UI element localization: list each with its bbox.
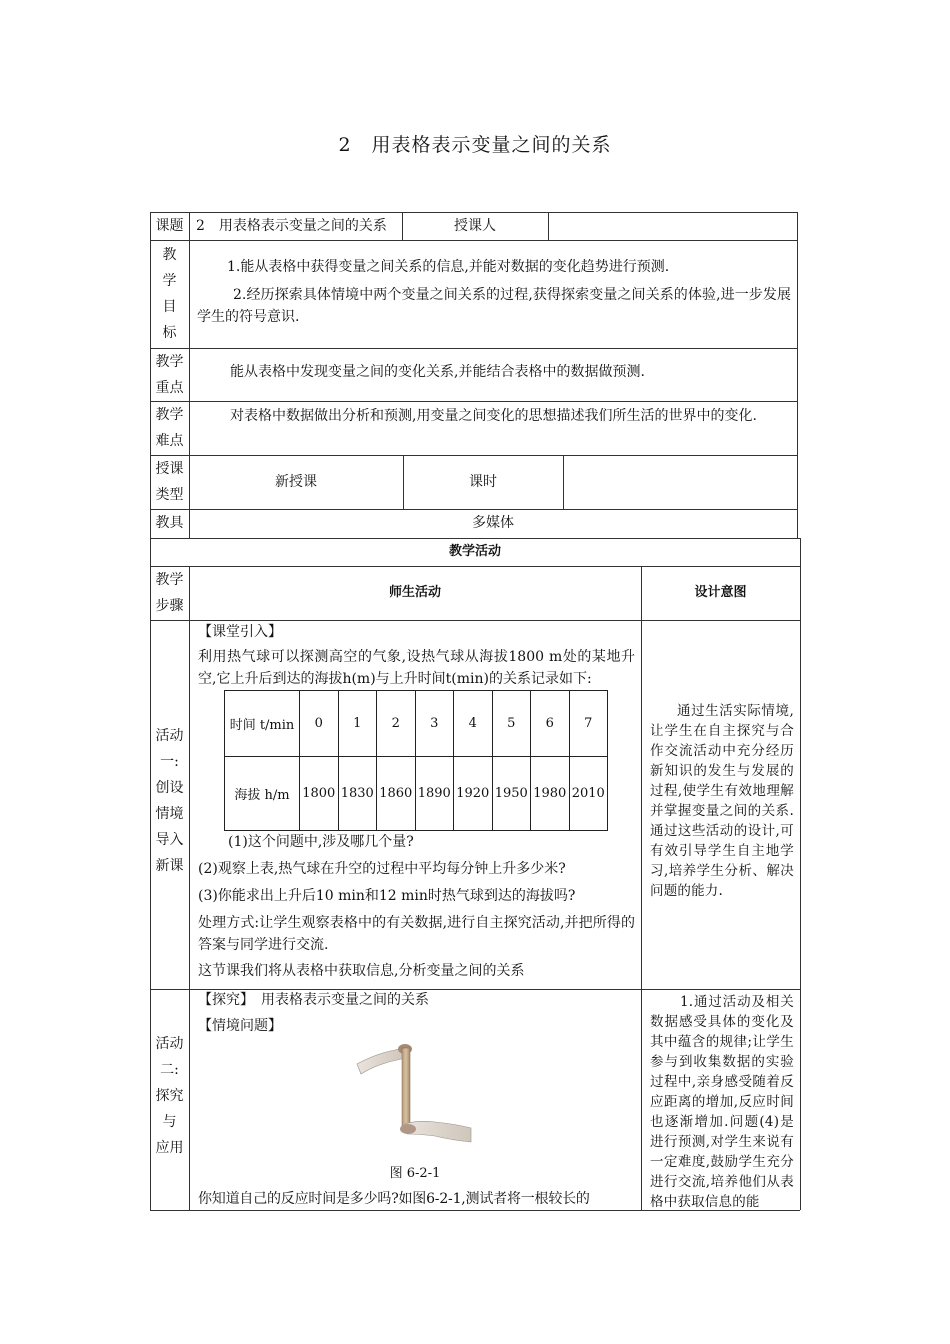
table-cell: 0 xyxy=(300,691,339,757)
activity2-intent: 1.通过活动及相关数据感受具体的变化及其中蕴含的规律;让学生参与到收集数据的实验过程中,亲身感受随着反应距离的增加,反应时间也逐渐增加.问题(4)是进行预测,对学生来说有一定难度,鼓励学生充分进行交流,培养他们从表格中获取信息的能 xyxy=(650,994,794,1209)
activity1-intent: 通过生活实际情境,让学生在自主探究与合作交流活动中充分经历新知识的发生与发展的过程,使学生有效地理解并掌握变量之间的关系.通过这些活动的设计,可有效引导学生自主地学习,培养学生分析、解决问题的能力. xyxy=(650,703,794,899)
course-label: 课题 xyxy=(155,218,184,234)
activity2-label: 活动 二: 探究 与 应用 xyxy=(155,1036,184,1156)
table-cell: 1800 xyxy=(300,757,339,831)
table-cell: 3 xyxy=(415,691,454,757)
activity1-label: 活动 一: 创设 情境 导入 新课 xyxy=(155,728,184,874)
table-cell: 6 xyxy=(531,691,570,757)
table-cell: 1860 xyxy=(377,757,416,831)
table-cell: 2010 xyxy=(569,757,608,831)
table-cell: 1950 xyxy=(492,757,531,831)
column-intent-header: 设计意图 xyxy=(694,585,747,600)
tools-value: 多媒体 xyxy=(472,515,514,531)
question-3: (3)你能求出上升后10 min和12 min时热气球到达的海拔吗? xyxy=(198,888,576,904)
objective-2: 2.经历探索具体情境中两个变量之间关系的过程,获得探索变量之间关系的体验,进一步发展学生的符号意识. xyxy=(197,287,791,325)
teacher-label: 授课人 xyxy=(454,218,496,234)
table-cell: 1920 xyxy=(454,757,493,831)
lesson-type-value: 新授课 xyxy=(275,474,317,490)
objectives-text xyxy=(197,256,791,328)
tools-label: 教具 xyxy=(155,515,184,531)
table-cell: 4 xyxy=(454,691,493,757)
activity2-text: 你知道自己的反应时间是多少吗?如图6-2-1,测试者将一根较长的 xyxy=(198,1191,590,1207)
objective-1: 1.能从表格中获得变量之间关系的信息,并能对数据的变化趋势进行预测. xyxy=(227,259,670,275)
table-cell: 1830 xyxy=(338,757,377,831)
activities-heading: 教学活动 xyxy=(448,544,501,559)
activity1-transition: 这节课我们将从表格中获取信息,分析变量之间的关系 xyxy=(198,963,525,979)
course-value: 2 用表格表示变量之间的关系 xyxy=(196,218,387,234)
question-1: (1)这个问题中,涉及哪几个量? xyxy=(228,834,414,850)
reaction-test-figure xyxy=(355,1036,475,1156)
table-cell: 1980 xyxy=(531,757,570,831)
steps-label: 教学 步骤 xyxy=(155,572,184,614)
difficult-point-label: 教学 难点 xyxy=(155,407,184,449)
key-point-label: 教学 重点 xyxy=(155,354,184,396)
activity1-intro: 利用热气球可以探测高空的气象,设热气球从海拔1800 m处的某地升空,它上升后到达的海拔h(m)与上升时间t(min)的关系记录如下: xyxy=(198,649,635,687)
table-cell: 1890 xyxy=(415,757,454,831)
key-point-text: 能从表格中发现变量之间的变化关系,并能结合表格中的数据做预测. xyxy=(230,364,645,380)
page-title: 2 用表格表示变量之间的关系 xyxy=(338,134,612,156)
difficult-point-text: 对表格中数据做出分析和预测,用变量之间变化的思想描述我们所生活的世界中的变化. xyxy=(230,408,757,424)
activity1-section-heading: 【课堂引入】 xyxy=(198,624,282,640)
table-cell: 1 xyxy=(338,691,377,757)
activity1-method: 处理方式:让学生观察表格中的有关数据,进行自主探究活动,并把所得的答案与同学进行交流. xyxy=(198,915,635,953)
activity2-section-heading: 【探究】 用表格表示变量之间的关系 xyxy=(198,992,429,1008)
table-cell: 2 xyxy=(377,691,416,757)
table-row-label: 时间 t/min xyxy=(225,691,300,757)
figure-caption: 图 6-2-1 xyxy=(389,1166,441,1181)
table-cell: 7 xyxy=(569,691,608,757)
hours-label: 课时 xyxy=(469,474,497,490)
table-row-label: 海拔 h/m xyxy=(225,757,300,831)
column-activity-header: 师生活动 xyxy=(388,585,441,600)
table-cell: 5 xyxy=(492,691,531,757)
lesson-type-label: 授课 类型 xyxy=(155,461,184,503)
balloon-data-table xyxy=(224,690,608,831)
activity2-sub-heading: 【情境问题】 xyxy=(198,1018,282,1034)
objectives-label: 教 学 目 标 xyxy=(162,247,177,341)
question-2: (2)观察上表,热气球在升空的过程中平均每分钟上升多少米? xyxy=(198,861,566,877)
